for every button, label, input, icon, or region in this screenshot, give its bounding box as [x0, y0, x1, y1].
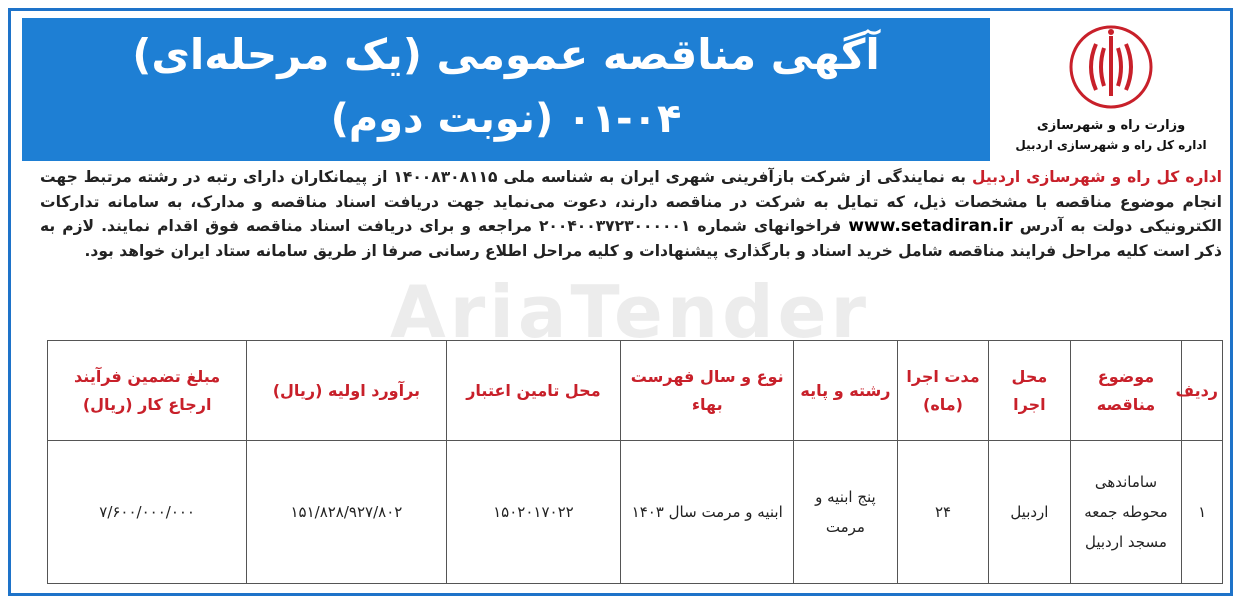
org-highlight: اداره کل راه و شهرسازی اردبیل [972, 168, 1222, 186]
cell-funding: ۱۵۰۲۰۱۷۰۲۲ [446, 441, 621, 584]
col-header-field: رشته و پایه [794, 341, 898, 441]
ministry-name: وزارت راه و شهرسازی [1036, 118, 1186, 133]
notice-header [22, 18, 1222, 161]
cell-estimate: ۱۵۱/۸۲۸/۹۲۷/۸۰۲ [247, 441, 446, 584]
tender-table [47, 340, 1223, 584]
notice-number: ۰۱-۰۴ (نوبت دوم) [330, 96, 682, 142]
iran-emblem-icon [1056, 22, 1166, 112]
cell-field: پنج ابنیه و مرمت [794, 441, 898, 584]
cell-subject: ساماندهی محوطه جمعه مسجد اردبیل [1070, 441, 1182, 584]
cell-duration: ۲۴ [897, 441, 988, 584]
cell-guarantee: ۷/۶۰۰/۰۰۰/۰۰۰ [48, 441, 247, 584]
cell-row: ۱ [1182, 441, 1223, 584]
col-header-duration: مدت اجرا (ماه) [897, 341, 988, 441]
department-name: اداره کل راه و شهرسازی اردبیل [1015, 138, 1207, 152]
table-row [48, 441, 1223, 584]
notice-title: آگهی مناقصه عمومی (یک مرحله‌ای) [132, 30, 880, 79]
table-header-row [48, 341, 1223, 441]
col-header-guarantee: مبلغ تضمین فرآیند ارجاع کار (ریال) [48, 341, 247, 441]
website-link[interactable]: www.setadiran.ir [848, 216, 1013, 236]
cell-price-list: ابنیه و مرمت سال ۱۴۰۳ [621, 441, 794, 584]
ministry-logo [1000, 18, 1222, 161]
watermark: AriaTender [389, 270, 870, 354]
notice-body [40, 165, 1222, 263]
title-band [22, 18, 990, 161]
col-header-funding: محل تامین اعتبار [446, 341, 621, 441]
col-header-price-list: نوع و سال فهرست بهاء [621, 341, 794, 441]
col-header-location: محل اجرا [989, 341, 1070, 441]
body-text-1: به نمایندگی از شرکت بازآفرینی شهری ایران به شناسه ملی ۱۴۰۰۸۳۰۸۱۱۵ از پیمانکاران دارای رتبه در رشته مرتبط جهت انجام موضوع مناقصه با مشخصات ذیل، که تمایل به شرکت در مناقصه دارند، دعوت می‌نماید جهت دریافت اسناد مناقصه و مدارک، به سامانه تدارکات الکترونیکی دولت به آدرس [40, 168, 1222, 235]
cell-location: اردبیل [989, 441, 1070, 584]
col-header-estimate: برآورد اولیه (ریال) [247, 341, 446, 441]
col-header-row: ردیف [1182, 341, 1223, 441]
col-header-subject: موضوع مناقصه [1070, 341, 1182, 441]
body-text-2: فراخوانهای شماره ۲۰۰۴۰۰۳۷۲۳۰۰۰۰۰۱ مراجعه و برای دریافت اسناد مناقصه فوق اقدام نمایند. لازم به ذکر است کلیه مراحل فرایند مناقصه شامل خرید اسناد و بارگذاری پیشنهادات و کلیه مراحل اطلاع رسانی صرفا از طریق سامانه ستاد ایران خواهد بود. [40, 217, 1222, 260]
